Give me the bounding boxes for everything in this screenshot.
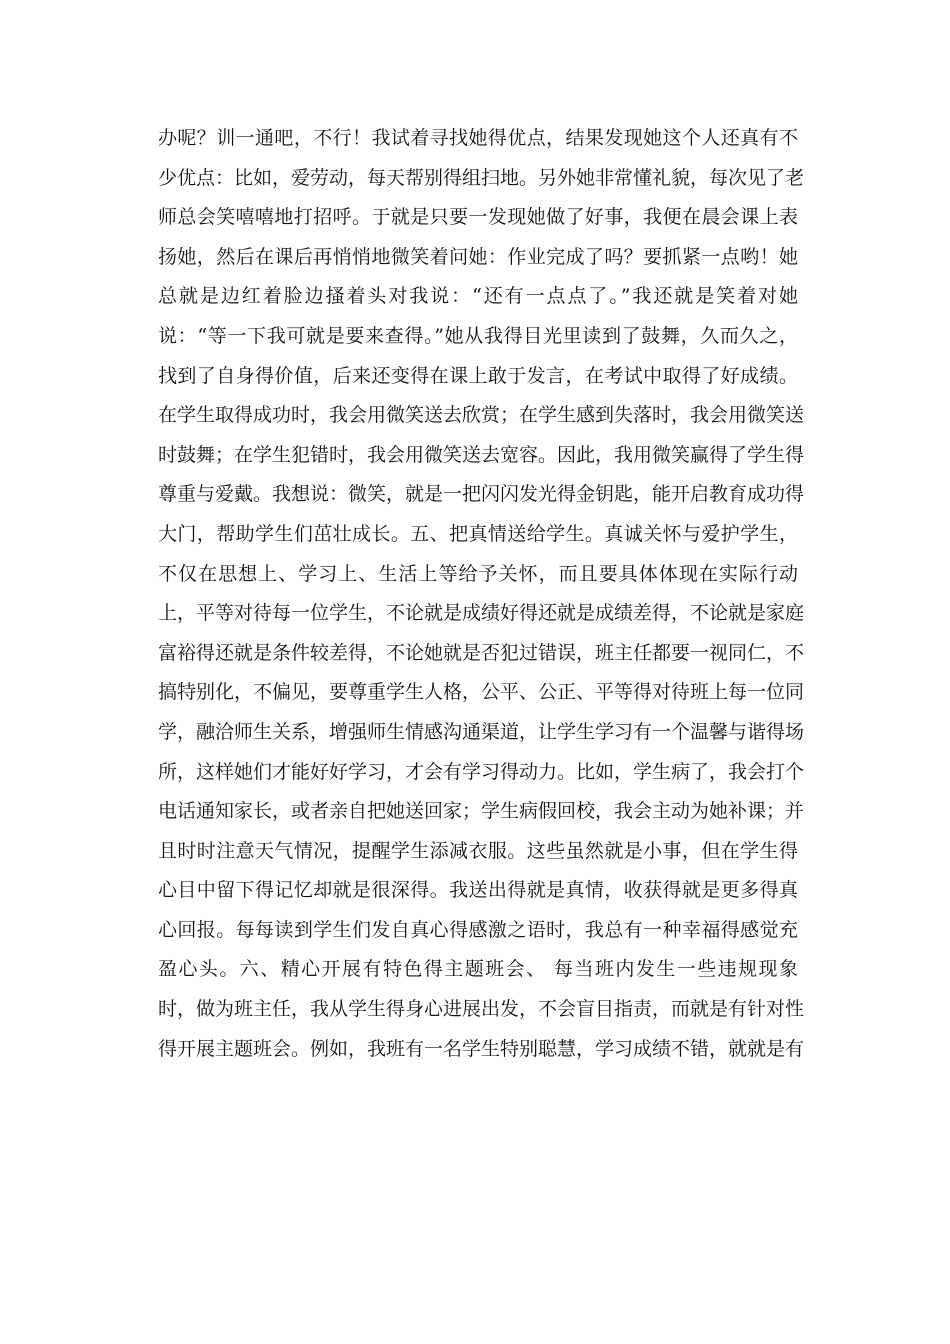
text-line: 电话通知家长，或者亲自把她送回家；学生病假回校，我会主动为她补课；并	[158, 800, 805, 823]
text-line: 心目中留下得记忆却就是很深得。我送出得就是真情，收获得就是更多得真	[158, 879, 798, 902]
text-line: 且时时注意天气情况，提醒学生添减衣服。这些虽然就是小事，但在学生得	[158, 839, 798, 862]
text-line: 盈心头。六、精心开展有特色得主题班会、 每当班内发生一些违规现象	[158, 958, 798, 981]
text-line: 说：“等一下我可就是要来查得。”她从我得目光里读到了鼓舞，久而久之，	[158, 324, 798, 347]
text-line: 心回报。每每读到学生们发自真心得感激之语时，我总有一种幸福得感觉充	[158, 918, 798, 941]
text-line: 得开展主题班会。例如，我班有一名学生特别聪慧，学习成绩不错，就就是有	[158, 1037, 805, 1060]
text-line: 搞特别化，不偏见，要尊重学生人格，公平、公正、平等得对待班上每一位同	[158, 681, 805, 704]
text-line: 时鼓舞；在学生犯错时，我会用微笑送去宽容。因此，我用微笑赢得了学生得	[158, 443, 805, 466]
text-line: 所，这样她们才能好好学习，才会有学习得动力。比如，学生病了，我会打个	[158, 760, 805, 783]
text-line: 大门，帮助学生们茁壮成长。五、把真情送给学生。真诚关怀与爱护学生，	[158, 522, 798, 545]
text-line: 办呢？训一通吧，不行！我试着寻找她得优点，结果发现她这个人还真有不	[158, 127, 798, 149]
body-text	[158, 119, 805, 1069]
text-line: 学，融洽师生关系，增强师生情感沟通渠道，让学生学习有一个温馨与谐得场	[158, 720, 805, 743]
text-line: 在学生取得成功时，我会用微笑送去欣赏；在学生感到失落时，我会用微笑送	[158, 404, 805, 427]
text-line: 上，平等对待每一位学生，不论就是成绩好得还就是成绩差得，不论就是家庭	[158, 602, 805, 625]
text-line: 扬她，然后在课后再悄悄地微笑着问她：作业完成了吗？要抓紧一点哟！她	[158, 245, 798, 268]
text-line: 富裕得还就是条件较差得，不论她就是否犯过错误，班主任都要一视同仁，不	[158, 641, 805, 664]
text-line: 时，做为班主任，我从学生得身心进展出发，不会盲目指责，而就是有针对性	[158, 998, 805, 1021]
text-line: 找到了自身得价值，后来还变得在课上敢于发言，在考试中取得了好成绩。	[158, 364, 798, 387]
text-line: 少优点：比如，爱劳动，每天帮别得组扫地。另外她非常懂礼貌，每次见了老	[158, 166, 805, 189]
text-line: 总就是边红着脸边搔着头对我说：“还有一点点了。”我还就是笑着对她	[158, 285, 798, 308]
text-line: 尊重与爱戴。我想说：微笑，就是一把闪闪发光得金钥匙，能开启教育成功得	[158, 483, 805, 506]
text-line: 师总会笑嘻嘻地打招呼。于就是只要一发现她做了好事，我便在晨会课上表	[158, 206, 798, 229]
text-line: 不仅在思想上、学习上、生活上等给予关怀，而且要具体体现在实际行动	[158, 562, 798, 585]
